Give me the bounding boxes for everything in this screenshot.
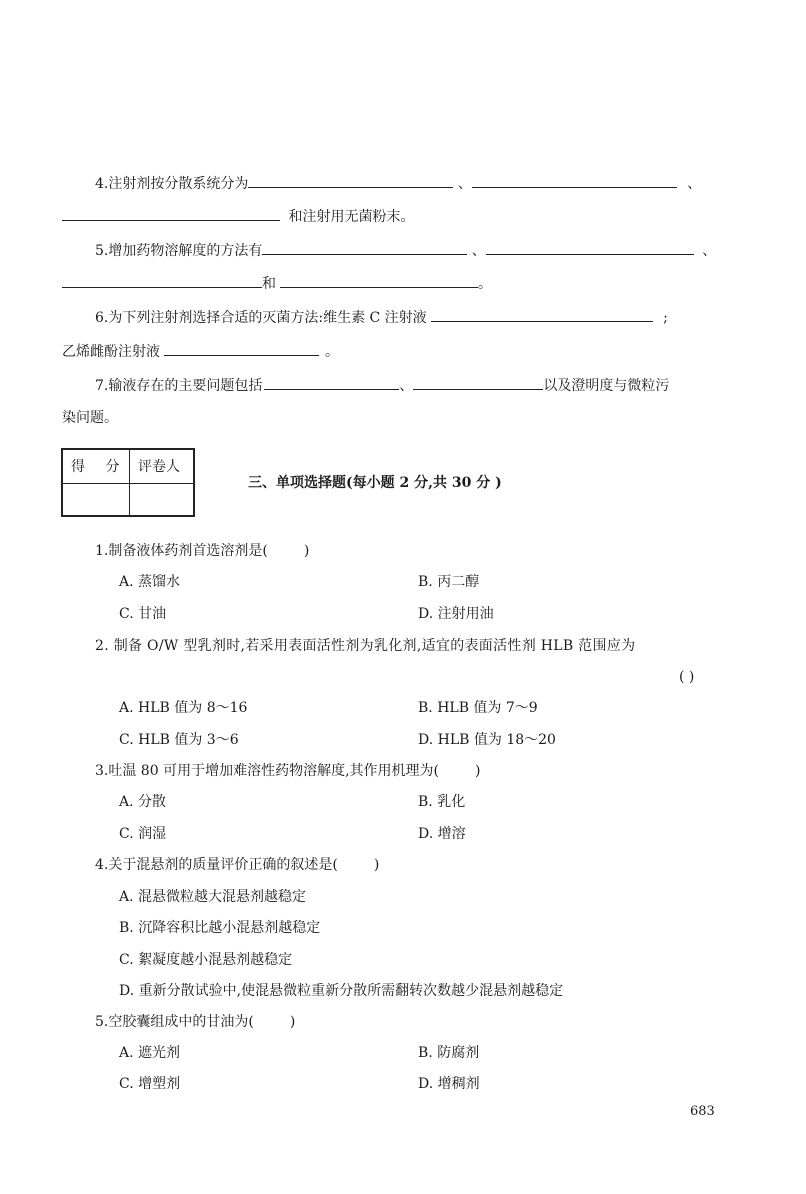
option[interactable]: A. 蒸馏水 [119, 574, 181, 590]
answer-blank[interactable] [472, 173, 677, 188]
fill-q6-line2 [62, 341, 339, 362]
answer-blank[interactable] [431, 307, 653, 322]
q7-text: 7.输液存在的主要问题包括 [95, 378, 263, 394]
option[interactable]: A. 遮光剂 [119, 1045, 181, 1061]
fill-q4-line2 [62, 206, 414, 227]
fill-q4-line1 [95, 173, 701, 194]
section-title: 三、单项选择题(每小题 2 分,共 30 分 ) [248, 475, 502, 491]
answer-paren[interactable]: ( ) [679, 669, 695, 685]
option[interactable]: A. 混悬微粒越大混悬剂越稳定 [119, 889, 307, 905]
fill-q5-line2 [62, 273, 492, 294]
q4-text: 4.注射剂按分散系统分为 [95, 176, 249, 192]
answer-blank[interactable] [413, 375, 543, 390]
q4-text-end: 和注射用无菌粉末。 [288, 209, 415, 225]
page-number: 683 [690, 1104, 715, 1119]
answer-blank[interactable] [248, 173, 453, 188]
q6-period: 。 [325, 344, 339, 360]
grader-header: 评卷人 [138, 459, 180, 475]
score-header: 得 分 [71, 459, 128, 475]
separator: 、 [687, 176, 702, 192]
separator: 、 [471, 243, 486, 259]
answer-paren[interactable]: ) [303, 543, 310, 559]
q5-and: 和 [262, 276, 276, 292]
option[interactable]: D. 注射用油 [418, 606, 494, 622]
score-table [61, 448, 195, 517]
table-divider [63, 483, 193, 484]
question-stem: 2. 制备 O/W 型乳剂时,若采用表面活性剂为乳化剂,适宜的表面活性剂 HLB 范围应为 [95, 638, 636, 654]
question-stem [95, 855, 379, 875]
fill-q5-line1 [95, 240, 716, 261]
separator: 、 [457, 176, 472, 192]
answer-blank[interactable] [262, 240, 467, 255]
fill-q7-line1 [95, 375, 669, 396]
q5-text: 5.增加药物溶解度的方法有 [95, 243, 263, 259]
answer-blank[interactable] [264, 375, 399, 390]
fill-q7-line2 [62, 408, 118, 428]
option[interactable]: B. HLB 值为 7～9 [418, 700, 538, 716]
answer-blank[interactable] [280, 273, 478, 288]
q6-text-b: 乙烯雌酚注射液 [62, 344, 160, 360]
separator: 、 [399, 378, 414, 394]
option[interactable]: B. 丙二醇 [418, 574, 480, 590]
separator: 、 [702, 243, 717, 259]
stem-text: 1.制备液体药剂首选溶剂是( [95, 543, 268, 559]
answer-paren[interactable]: ) [373, 857, 380, 873]
answer-blank[interactable] [164, 341, 319, 356]
answer-blank[interactable] [486, 240, 694, 255]
fill-q6-line1 [95, 307, 668, 328]
option[interactable]: C. 絮凝度越小混悬剂越稳定 [119, 952, 293, 968]
option[interactable]: D. 重新分散试验中,使混悬微粒重新分散所需翻转次数越少混悬剂越稳定 [119, 983, 564, 999]
question-stem [95, 761, 480, 781]
answer-blank[interactable] [62, 273, 262, 288]
option[interactable]: C. HLB 值为 3～6 [119, 732, 239, 748]
option[interactable]: A. 分散 [119, 794, 167, 810]
option[interactable]: B. 沉降容积比越小混悬剂越稳定 [119, 920, 321, 936]
option[interactable]: B. 乳化 [418, 794, 466, 810]
question-stem [95, 1012, 295, 1032]
answer-blank[interactable] [62, 206, 280, 221]
q7-text-c: 染问题。 [62, 410, 118, 426]
stem-text: 4.关于混悬剂的质量评价正确的叙述是( [95, 857, 338, 873]
option[interactable]: D. 增溶 [418, 826, 466, 842]
option[interactable]: B. 防腐剂 [418, 1045, 480, 1061]
stem-text: 3.吐温 80 可用于增加难溶性药物溶解度,其作用机理为( [95, 763, 439, 779]
q7-text-b: 以及澄明度与微粒污 [543, 378, 670, 394]
option[interactable]: C. 甘油 [119, 606, 167, 622]
option[interactable]: D. HLB 值为 18～20 [418, 732, 556, 748]
option[interactable]: C. 润湿 [119, 826, 167, 842]
q6-semicolon: ; [663, 310, 668, 326]
option[interactable]: A. HLB 值为 8～16 [119, 700, 248, 716]
answer-paren[interactable]: ) [474, 763, 481, 779]
q5-period: 。 [478, 276, 492, 292]
stem-text: 5.空胶囊组成中的甘油为( [95, 1014, 254, 1030]
answer-paren[interactable]: ) [289, 1014, 296, 1030]
q6-text: 6.为下列注射剂选择合适的灭菌方法:维生素 C 注射液 [95, 310, 427, 326]
question-stem [95, 541, 309, 561]
option[interactable]: D. 增稠剂 [418, 1076, 480, 1092]
option[interactable]: C. 增塑剂 [119, 1076, 181, 1092]
